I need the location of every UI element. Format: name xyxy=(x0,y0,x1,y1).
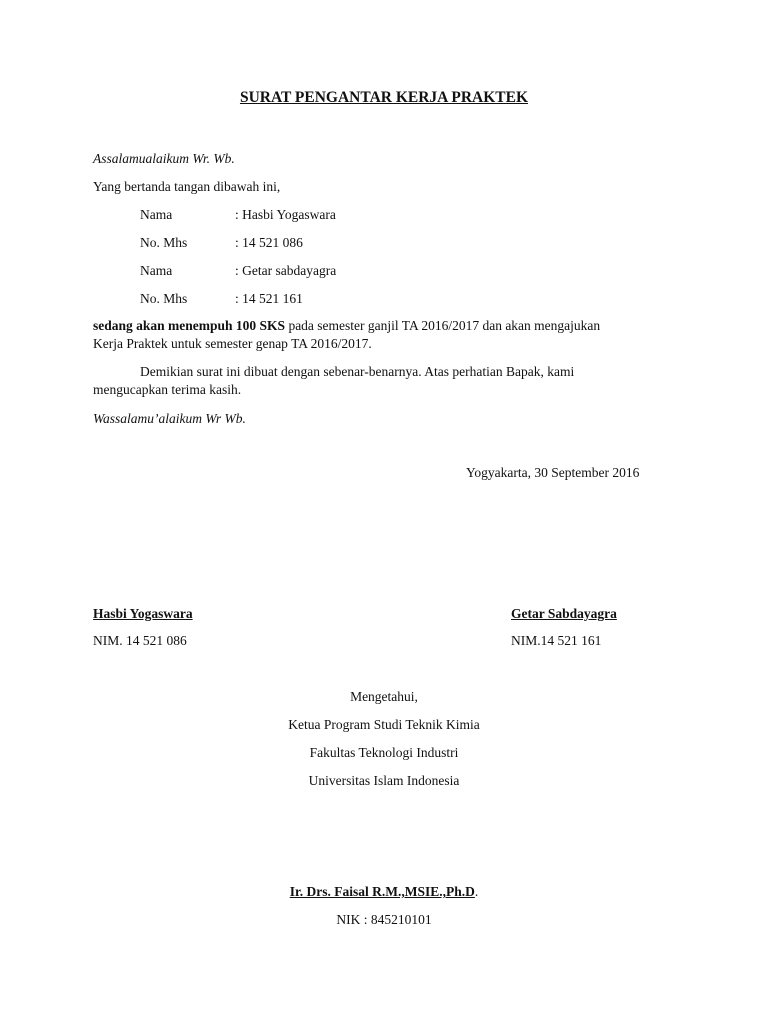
closing-line-2: mengucapkan terima kasih. xyxy=(93,382,242,397)
greeting: Assalamualaikum Wr. Wb. xyxy=(93,151,235,166)
closing-line-1: Demikian surat ini dibuat dengan sebenar-benarnya. Atas perhatian Bapak, kami xyxy=(140,364,575,379)
body-rest-text: pada semester ganjil TA 2016/2017 dan akan mengajukan xyxy=(285,318,601,333)
field-label-mhs-1: No. Mhs xyxy=(140,235,188,250)
acknowledge-line-2: Fakultas Teknologi Industri xyxy=(309,745,459,760)
field-label-mhs-2: No. Mhs xyxy=(140,291,188,306)
head-of-program-name: Ir. Drs. Faisal R.M.,MSIE.,Ph.D xyxy=(289,884,475,899)
signer-1-nim: NIM. 14 521 086 xyxy=(93,633,187,648)
place-date: Yogyakarta, 30 September 2016 xyxy=(466,465,640,480)
letter-title: SURAT PENGANTAR KERJA PRAKTEK xyxy=(239,89,529,106)
signer-2-nim: NIM.14 521 161 xyxy=(511,633,602,648)
head-signature-line xyxy=(0,883,768,901)
body-bold-text: sedang akan menempuh 100 SKS xyxy=(93,318,286,333)
field-value-mhs-2: : 14 521 161 xyxy=(235,291,303,306)
field-value-name-2: : Getar sabdayagra xyxy=(235,263,337,278)
acknowledge-line-1: Ketua Program Studi Teknik Kimia xyxy=(288,717,480,732)
farewell: Wassalamu’alaikum Wr Wb. xyxy=(93,411,246,426)
intro-text: Yang bertanda tangan dibawah ini, xyxy=(93,179,281,194)
signer-2-name: Getar Sabdayagra xyxy=(511,606,617,621)
head-of-program-trailing: . xyxy=(474,884,479,899)
field-label-name-1: Nama xyxy=(140,207,173,222)
head-of-program-nik: NIK : 845210101 xyxy=(336,912,432,927)
body-line-1 xyxy=(93,317,600,335)
field-value-mhs-1: : 14 521 086 xyxy=(235,235,303,250)
body-line-2: Kerja Praktek untuk semester genap TA 2016/2017. xyxy=(93,336,372,351)
field-value-name-1: : Hasbi Yogaswara xyxy=(235,207,336,222)
acknowledge-line-3: Universitas Islam Indonesia xyxy=(308,773,460,788)
field-label-name-2: Nama xyxy=(140,263,173,278)
signer-1-name: Hasbi Yogaswara xyxy=(93,606,193,621)
acknowledge-heading: Mengetahui, xyxy=(350,689,418,704)
